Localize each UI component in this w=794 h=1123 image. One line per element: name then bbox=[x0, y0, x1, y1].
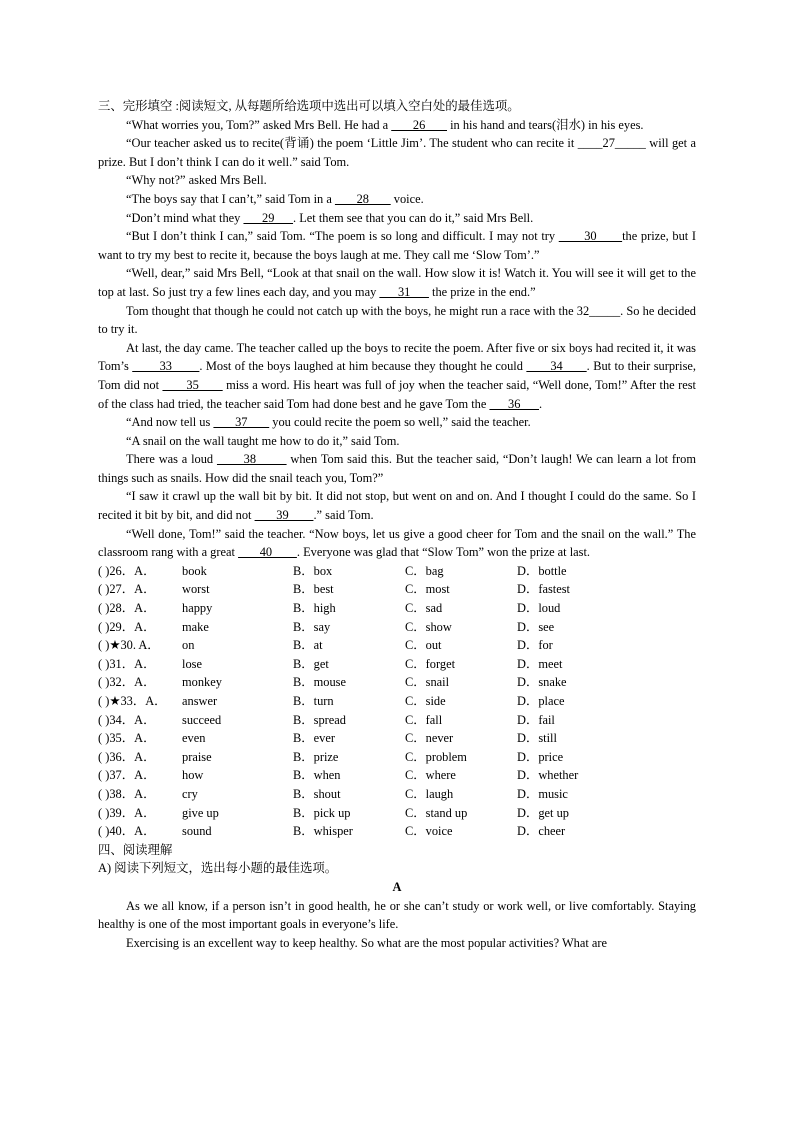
cloze-paragraph: “Why not?” asked Mrs Bell. bbox=[126, 173, 267, 188]
cloze-paragraph: “Well done, Tom!” said the teacher. “Now boys, let us give a good cheer for Tom and the snail on the wall.” The classroom rang with a great 40 . Everyone was glad that “Slow Tom” won the prize at last. bbox=[98, 526, 696, 560]
cloze-paragraph: “The boys say that I can’t,” said Tom in a 28 voice. bbox=[126, 191, 424, 206]
cloze-paragraph: “And now tell us 37 you could recite the poem so well,” said the teacher. bbox=[126, 415, 531, 430]
cloze-paragraph: “Well, dear,” said Mrs Bell, “Look at that snail on the wall. How slow it is! Watch it. You will see it will get to the top at last. So just try a few lines each day, and you may 31 the prize in the end.” bbox=[98, 266, 696, 299]
option-row: ( )39．A． give up B．pick up C．stand up D．get up bbox=[98, 805, 569, 820]
cloze-passage bbox=[98, 116, 696, 562]
blank-33: 33 bbox=[132, 359, 200, 374]
blank-37: 37 bbox=[213, 415, 270, 430]
option-row: ( )35．A． even B．ever C．never D．still bbox=[98, 731, 557, 746]
cloze-paragraph: There was a loud 38 when Tom said this. But the teacher said, “Don’t laugh! We can learn a lot from things such as snails. How did the snail teach you, Tom?” bbox=[98, 452, 697, 485]
blank-28: 28 bbox=[334, 191, 391, 206]
reading-passage bbox=[98, 897, 696, 953]
options-list bbox=[98, 562, 696, 841]
reading-paragraph: As we all know, if a person isn’t in good health, he or she can’t study or work well, or live comfortably. Staying healthy is one of the most important goals in everyone’s life. bbox=[98, 898, 696, 932]
option-row: ( )31．A． lose B．get C．forget D．meet bbox=[98, 656, 563, 671]
option-row: ( )38．A． cry B．shout C．laugh D．music bbox=[98, 786, 568, 801]
cloze-paragraph: At last, the day came. The teacher called up the boys to recite the poem. After five or six boys had recited it, it was Tom’s 33 . Most of the boys laughed at him because they thought he could 34 . But to their surprise, Tom did not 35 miss a word. His heart was full of joy when the teacher said, “Well done, Tom!” After the rest of the class had tried, the teacher said Tom had done best and he gave Tom the 36 . bbox=[98, 340, 697, 411]
blank-30: 30 bbox=[558, 229, 623, 244]
cloze-paragraph: “A snail on the wall taught me how to do it,” said Tom. bbox=[126, 433, 400, 448]
cloze-paragraph: “Don’t mind what they 29 . Let them see that you can do it,” said Mrs Bell. bbox=[126, 210, 534, 225]
blank-40: 40 bbox=[238, 545, 297, 560]
blank-35: 35 bbox=[162, 377, 223, 392]
blank-36: 36 bbox=[489, 396, 539, 411]
section3-heading: 三、完形填空 :阅读短文, 从每题所给选项中选出可以填入空白处的最佳选项。 bbox=[98, 99, 520, 113]
document-page bbox=[98, 97, 696, 952]
option-row: ( )40．A． sound B．whisper C．voice D．cheer bbox=[98, 824, 566, 839]
option-row: ( )27．A． worst B．best C．most D．fastest bbox=[98, 582, 570, 597]
option-row: ( )32．A． monkey B．mouse C．snail D．snake bbox=[98, 675, 567, 690]
blank-27: ____27_____ bbox=[577, 136, 646, 151]
blank-32: 32_____ bbox=[576, 303, 621, 318]
section4-heading: 四、阅读理解 bbox=[98, 842, 173, 857]
blank-34: 34 bbox=[526, 359, 587, 374]
option-row: ( )26．A． book B．box C．bag D．bottle bbox=[98, 563, 567, 578]
blank-31: 31 bbox=[379, 284, 429, 299]
option-row: ( )29．A． make B．say C．show D．see bbox=[98, 619, 555, 634]
cloze-paragraph: “What worries you, Tom?” asked Mrs Bell. He had a 26 in his hand and tears(泪水) in his eyes. bbox=[126, 117, 644, 132]
option-row: ( )36．A． praise B．prize C．problem D．price bbox=[98, 749, 564, 764]
option-row: ( )34．A． succeed B．spread C．fall D．fail bbox=[98, 712, 555, 727]
option-row: ( )37．A． how B．when C．where D．whether bbox=[98, 768, 579, 783]
blank-38: 38 bbox=[216, 452, 287, 467]
option-row: ( )★33．A． answer B．turn C．side D．place bbox=[98, 694, 565, 708]
blank-26: 26 bbox=[391, 117, 447, 132]
cloze-paragraph: Tom thought that though he could not catch up with the boys, he might run a race with the 32_____. So he decided to try it. bbox=[98, 303, 696, 337]
cloze-paragraph: “I saw it crawl up the wall bit by bit. It did not stop, but went on and on. And I thought I could do the same. So I recited it bit by bit, and did not 39 .” said Tom. bbox=[98, 489, 696, 523]
cloze-paragraph: “But I don’t think I can,” said Tom. “The poem is so long and difficult. I may not try 30 the prize, but I want to try my best to recite it, because the boys laugh at me. They call me ‘Slow Tom’.” bbox=[98, 229, 696, 262]
section4-subheading: A) 阅读下列短文，选出每小题的最佳选项。 bbox=[98, 861, 338, 876]
option-row: ( )★30. A． on B．at C．out D．for bbox=[98, 638, 553, 653]
blank-29: 29 bbox=[243, 210, 294, 225]
blank-39: 39 bbox=[254, 508, 314, 523]
reading-paragraph: Exercising is an excellent way to keep healthy. So what are the most popular activities? What are bbox=[126, 935, 608, 950]
cloze-paragraph: “Our teacher asked us to recite(背诵) the poem ‘Little Jim’. The student who can recite it ____27_____ will get a prize. But I don’t think I can do it well.” said Tom. bbox=[98, 136, 696, 169]
passage-label: A bbox=[392, 879, 402, 894]
option-row: ( )28．A． happy B．high C．sad D．loud bbox=[98, 601, 561, 616]
